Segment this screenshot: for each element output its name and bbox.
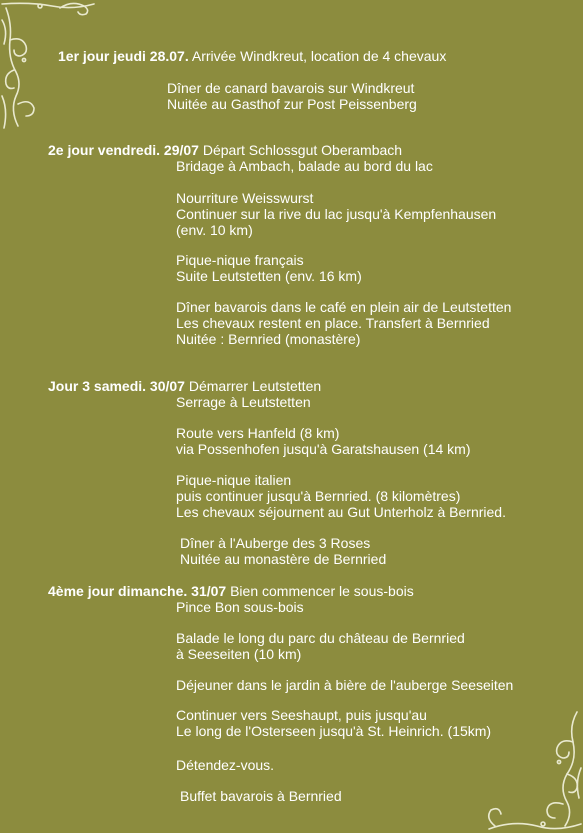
day-1-title-rest: Arrivée Windkreut, location de 4 chevaux: [188, 48, 447, 64]
itinerary-line: Dîner bavarois dans le café en plein air de Leutstetten: [176, 299, 512, 315]
itinerary-line: via Possenhofen jusqu'à Garatshausen (14 km): [176, 441, 471, 457]
day-4-heading: [48, 583, 414, 599]
itinerary-line: Serrage à Leutstetten: [176, 394, 311, 410]
itinerary-line: Continuer sur la rive du lac jusqu'à Kempfenhausen: [176, 206, 497, 222]
itinerary-line: Les chevaux restent en place. Transfert à Bernried: [176, 315, 490, 331]
itinerary-line: Les chevaux séjournent au Gut Unterholz à Bernried.: [176, 504, 506, 520]
itinerary-line: Déjeuner dans le jardin à bière de l'auberge Seeseiten: [176, 677, 514, 693]
itinerary-line: Nuitée au monastère de Bernried: [180, 551, 387, 567]
itinerary-line: Buffet bavarois à Bernried: [180, 788, 342, 804]
day-1-title: 1er jour jeudi 28.07.: [58, 48, 189, 64]
day-4-title: 4ème jour dimanche. 31/07: [48, 583, 227, 599]
itinerary-line: (env. 10 km): [176, 222, 253, 238]
itinerary-line: Suite Leutstetten (env. 16 km): [176, 268, 362, 284]
day-2-heading: [48, 142, 402, 158]
itinerary-line: Route vers Hanfeld (8 km): [176, 425, 340, 441]
itinerary-line: à Seeseiten (10 km): [176, 646, 302, 662]
day-3-heading: [48, 378, 321, 394]
day-3-title: Jour 3 samedi. 30/07: [48, 378, 185, 394]
itinerary-line: Nourriture Weisswurst: [176, 190, 314, 206]
itinerary-line: Nuitée : Bernried (monastère): [176, 331, 361, 347]
day-4-title-rest: Bien commencer le sous-bois: [226, 583, 414, 599]
itinerary-line: puis continuer jusqu'à Bernried. (8 kilomètres): [176, 488, 461, 504]
scroll-ornament-top-left-icon: [0, 0, 100, 135]
itinerary-line: Pince Bon sous-bois: [176, 599, 304, 615]
itinerary-line: Dîner à l'Auberge des 3 Roses: [180, 535, 371, 551]
itinerary-line: Le long de l'Osterseen jusqu'à St. Heinrich. (15km): [176, 723, 492, 739]
day-2-title-rest: Départ Schlossgut Oberambach: [198, 142, 403, 158]
itinerary-line: Continuer vers Seeshaupt, puis jusqu'au: [176, 707, 427, 723]
itinerary-line: Balade le long du parc du château de Bernried: [176, 630, 465, 646]
itinerary-line: Détendez-vous.: [176, 757, 275, 773]
itinerary-line: Pique-nique français: [176, 252, 304, 268]
day-1-heading: [58, 48, 446, 64]
itinerary-line: Bridage à Ambach, balade au bord du lac: [176, 158, 433, 174]
itinerary-line: Dîner de canard bavarois sur Windkreut: [167, 80, 415, 96]
day-2-title: 2e jour vendredi. 29/07: [48, 142, 199, 158]
scroll-ornament-bottom-right-icon: [483, 708, 583, 833]
day-3-title-rest: Démarrer Leutstetten: [184, 378, 322, 394]
itinerary-line: Pique-nique italien: [176, 472, 292, 488]
itinerary-line: Nuitée au Gasthof zur Post Peissenberg: [167, 96, 417, 112]
